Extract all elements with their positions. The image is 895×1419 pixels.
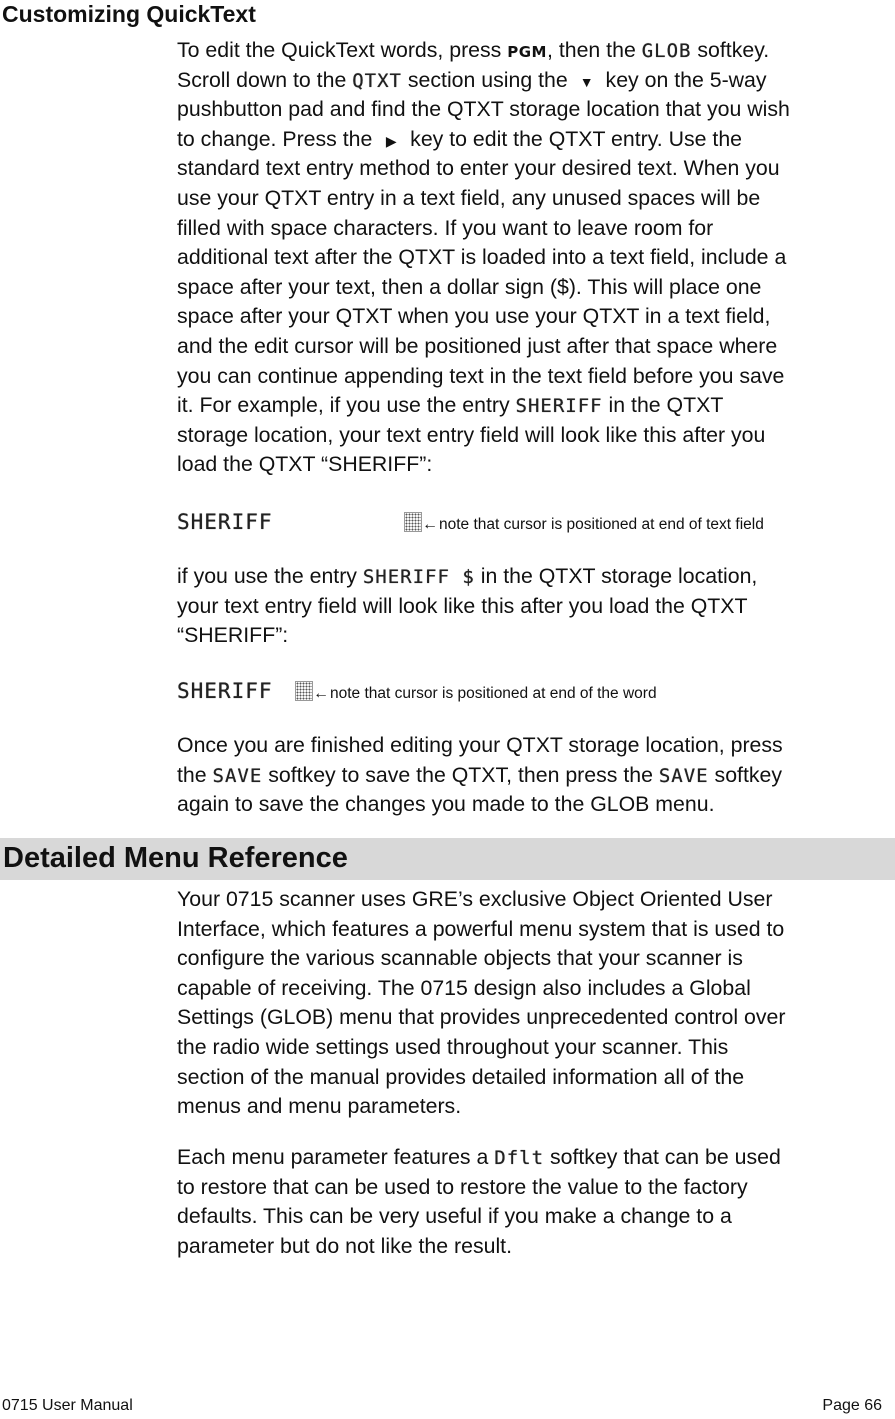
right-triangle-icon: ▶ (385, 132, 397, 149)
text-line: configure the various scannable objects that your scanner is (177, 946, 743, 971)
text-run: if you use the entry (177, 564, 363, 588)
text-run: Each menu parameter features a (177, 1145, 495, 1169)
text-line: “SHERIFF”: (177, 623, 289, 648)
text-line: storage location, your text entry field will look like this after you (177, 422, 766, 447)
text-line: capable of receiving. The 0715 design also includes a Global (177, 975, 751, 1000)
footer-page-number: Page 66 (822, 1397, 882, 1414)
cursor-block-icon (295, 681, 313, 701)
text-line: load the QTXT “SHERIFF”: (177, 452, 433, 477)
example-text-field-2 (177, 676, 657, 706)
text-line (177, 36, 893, 66)
text-line: and the edit cursor will be positioned just after that space where (177, 333, 778, 358)
sheriff-entry-label: SHERIFF (515, 395, 603, 418)
text-line: the radio wide settings used throughout your scanner. This (177, 1034, 729, 1059)
text-run: it. For example, if you use the entry (177, 393, 516, 418)
text-line: section of the manual provides detailed information all of the (177, 1064, 745, 1089)
text-line: pushbutton pad and find the QTXT storage location that you wish (177, 97, 790, 122)
paragraph-dollar-entry (177, 562, 893, 651)
text-line: Your 0715 scanner uses GRE’s exclusive Object Oriented User (177, 887, 773, 911)
text-line: again to save the changes you made to the GLOB menu. (177, 792, 715, 817)
text-line: additional text after the QTXT is loaded into a text field, include a (177, 245, 787, 270)
text-run: section using the (401, 67, 574, 92)
save-softkey-label: SAVE (212, 764, 263, 787)
text-line: filled with space characters. If you want to leave room for (177, 215, 714, 240)
text-line: standard text entry method to enter your desired text. When you (177, 156, 780, 181)
text-line: parameter but do not like the result. (177, 1233, 513, 1258)
paragraph-menu-intro (177, 885, 893, 1122)
lcd-sheriff-text: SHERIFF (177, 679, 273, 703)
left-arrow-icon: ← (422, 516, 438, 533)
save-softkey-label: SAVE (658, 764, 709, 787)
text-run: softkey (708, 762, 783, 787)
text-run: the (177, 762, 213, 787)
dflt-softkey-label: Dflt (494, 1147, 545, 1169)
paragraph-dflt-softkey (177, 1143, 893, 1261)
text-line (177, 562, 893, 592)
text-line: your text entry field will look like this after you load the QTXT (177, 593, 748, 618)
text-run: , then the (546, 38, 642, 62)
qtxt-section-label: QTXT (352, 69, 402, 92)
text-run: Scroll down to the (177, 67, 353, 92)
text-run: key on the 5-way (599, 67, 767, 92)
text-line: menus and menu parameters. (177, 1094, 462, 1119)
text-run: softkey that can be used (544, 1145, 781, 1169)
left-arrow-icon: ← (313, 685, 329, 702)
text-line (177, 125, 893, 155)
paragraph-quicktext-intro (177, 36, 893, 480)
text-line: you can continue appending text in the text field before you save (177, 363, 785, 388)
text-run: softkey to save the QTXT, then press the (262, 762, 659, 787)
text-run: in the QTXT (602, 393, 724, 418)
text-line (177, 761, 893, 791)
sheriff-dollar-entry-label: SHERIFF $ (362, 566, 475, 588)
text-run: in the QTXT storage location, (474, 564, 758, 588)
text-line (177, 1143, 893, 1173)
text-run: key to edit the QTXT entry. Use the (404, 126, 743, 151)
example-text-field-1 (177, 507, 764, 537)
text-run: to change. Press the (177, 126, 379, 151)
paragraph-save-instructions (177, 731, 893, 820)
footer-manual-title: 0715 User Manual (2, 1397, 133, 1414)
text-line (177, 66, 893, 96)
text-run: To edit the QuickText words, press (177, 38, 508, 62)
cursor-block-icon (404, 512, 422, 532)
text-line: defaults. This can be very useful if you make a change to a (177, 1204, 732, 1229)
cursor-note: note that cursor is positioned at end of the word (330, 685, 657, 702)
text-line: Settings (GLOB) menu that provides unprecedented control over (177, 1005, 786, 1030)
text-line (177, 391, 893, 421)
text-line: space after your text, then a dollar sign ($). This will place one (177, 274, 762, 299)
section-heading-customizing-quicktext: Customizing QuickText (2, 1, 256, 27)
text-line: space after your QTXT when you use your QTXT in a text field, (177, 304, 771, 329)
down-triangle-icon: ▼ (579, 73, 594, 90)
text-line: Once you are finished editing your QTXT storage location, press (177, 733, 783, 757)
text-line: use your QTXT entry in a text field, any unused spaces will be (177, 185, 761, 210)
text-run: softkey. (691, 38, 770, 62)
pgm-key-label: PGM (507, 43, 547, 61)
lcd-sheriff-text: SHERIFF (177, 510, 273, 534)
cursor-note: note that cursor is positioned at end of text field (439, 516, 764, 533)
text-line: Interface, which features a powerful menu system that is used to (177, 916, 785, 941)
section-heading-detailed-menu-reference: Detailed Menu Reference (0, 838, 895, 880)
text-line: to restore that can be used to restore the value to the factory (177, 1174, 748, 1199)
glob-softkey-label: GLOB (641, 40, 692, 62)
